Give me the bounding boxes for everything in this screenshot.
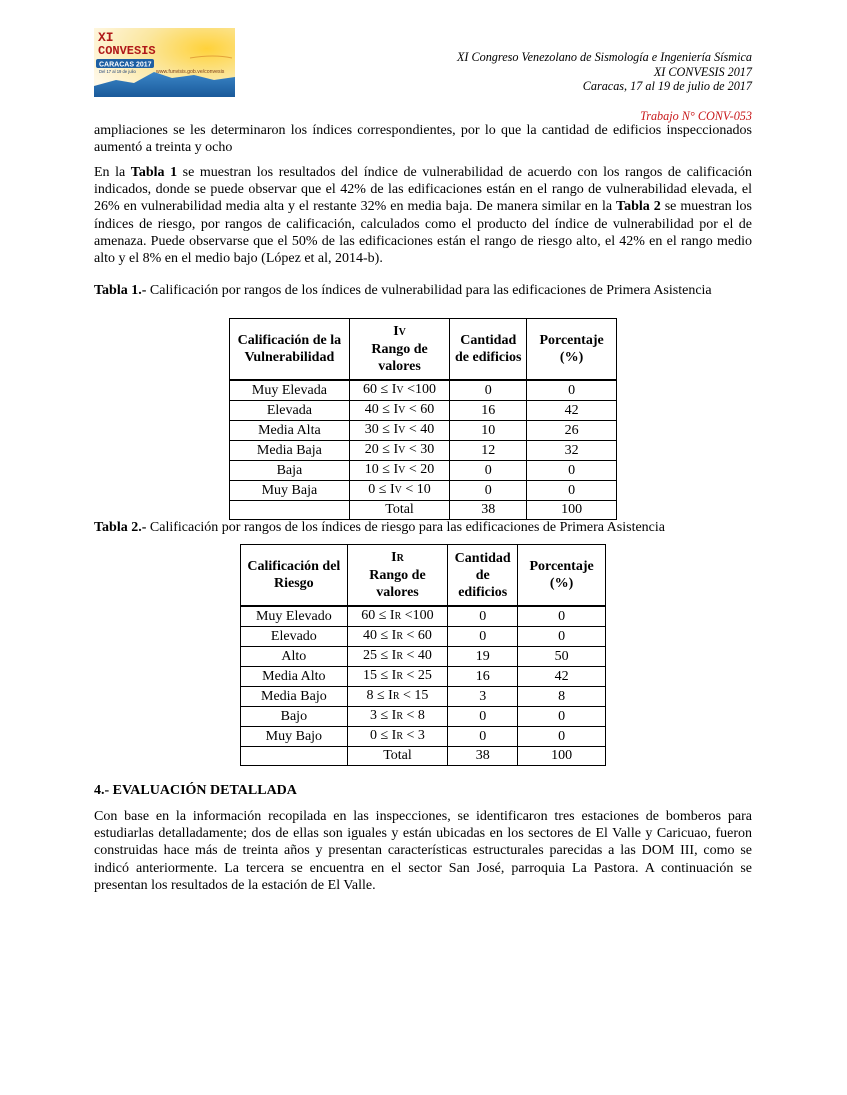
table1-col-rango-label: Rango de valores [371,342,428,374]
table1-header-row [230,319,617,381]
p2-text-c: se muestran los resultados del índice de vulnerabilidad de acuerdo con los rangos de calificación indicados, donde se puede observar que el 42% de las edificaciones están en el rango de vulnerabilidad elevada, el 26% en vulnerabilidad media alta y el restante 32% en media baja. De manera similar en la [94,165,753,215]
table2-range-upper: < 60 [403,628,432,643]
logo-convesis: CONVESIS [98,44,156,58]
table1-range-lower: 60 ≤ I [363,382,397,397]
convesis-logo-graphic [94,28,235,97]
p2-ref-tabla1: Tabla 1 [130,165,178,180]
table2-index-symbol: I [391,550,397,565]
table2-range-lower: 3 ≤ I [370,708,397,723]
table1-cell-calificacion: Baja [230,461,350,481]
table1-cell-calificacion: Media Baja [230,441,350,461]
table2-range-upper: < 8 [403,708,425,723]
table2-row [241,606,606,627]
table1-range-lower: 0 ≤ I [368,482,395,497]
table1-range-subscript: V [394,485,402,496]
table1-row [230,401,617,421]
table2-row [241,647,606,667]
table-vulnerability [229,318,617,520]
table1-total-cantidad: 38 [450,501,527,520]
paragraph-tables-summary [94,164,752,267]
table1-cell-porcentaje: 0 [527,380,617,401]
table1-total-empty [230,501,350,520]
table1-cell-porcentaje: 26 [527,421,617,441]
table2-range-subscript: R [394,611,402,622]
table1-cell-rango [349,481,450,501]
table2-range-upper: <100 [401,608,434,623]
table1-row [230,421,617,441]
table1-row [230,380,617,401]
table1-range-upper: <100 [403,382,437,397]
table1-cell-cantidad: 16 [450,401,527,421]
table1-range-subscript: V [398,405,406,416]
table1-cell-porcentaje: 0 [527,481,617,501]
table1-caption-label: Tabla 1.- [94,283,147,298]
table2-cell-calificacion: Bajo [241,707,348,727]
table1-col-calificacion: Calificación de la Vulnerabilidad [230,319,350,381]
table2-range-subscript: R [396,711,404,722]
logo-url: www.funvisis.gob.ve/convesis [156,69,225,75]
paragraph-detailed-evaluation: Con base en la información recopilada en las inspecciones, se identificaron tres estaciones de bomberos para estudiarlas detalladamente; dos de ellas son iguales y están ubicadas en los sectores de El Valle y Caricuao, fueron construidas hace más de treinta años y presentan características estructurales parecidas a las DOM III, como se indicó anteriormente. La tercera se encuentra en el sector San José, parroquia La Pastora. A continuación se presentan los resultados de la estación de El Valle. [94,809,752,893]
table2-range-lower: 60 ≤ I [361,608,395,623]
table2-col-rango-label: Rango de valores [369,568,426,600]
table2-cell-calificacion: Muy Bajo [241,727,348,747]
table1-range-lower: 10 ≤ I [364,462,399,477]
table1-cell-cantidad: 10 [450,421,527,441]
table2-cell-calificacion: Elevado [241,627,348,647]
convesis-logo [94,28,235,97]
table2-cell-porcentaje: 50 [518,647,606,667]
table1-index-symbol: I [393,324,399,339]
table1-cell-porcentaje: 42 [527,401,617,421]
table2-total-label: Total [347,747,448,766]
table2-cell-rango [347,627,448,647]
page-header [457,50,752,123]
table1-range-upper: < 60 [405,402,435,417]
table2-caption-label: Tabla 2.- [94,520,147,535]
table2-range-lower: 15 ≤ I [363,668,397,683]
logo-dates: Del 17 al 19 de julio [99,69,136,74]
logo-badge: CARACAS 2017 [99,61,152,69]
table1-range-subscript: V [398,465,406,476]
table2-range-upper: < 25 [403,668,432,683]
table2-range-upper: < 40 [403,648,432,663]
table2-cell-rango [347,647,448,667]
header-edition: XI CONVESIS 2017 [653,64,752,79]
table1-range-upper: < 20 [405,462,435,477]
table2-total-row [241,747,606,766]
logo-xi: XI [98,30,114,45]
table2-col-porcentaje: Porcentaje (%) [518,545,606,607]
table1-cell-rango [349,421,450,441]
table2-row [241,667,606,687]
table2-range-subscript: R [396,731,404,742]
table2-cell-cantidad: 3 [448,687,518,707]
table1-total-label: Total [349,501,450,520]
table2-caption-text: Calificación por rangos de los índices de riesgo para las edificaciones de Primera Asistencia [146,520,665,535]
table2-range-subscript: R [392,691,400,702]
header-date: Caracas, 17 al 19 de julio de 2017 [582,79,752,93]
table1-range-lower: 20 ≤ I [364,442,399,457]
table1-cell-calificacion: Muy Baja [230,481,350,501]
table1-row [230,481,617,501]
table1-row [230,441,617,461]
table-risk [240,544,606,766]
table2-cell-rango [347,606,448,627]
table1-cell-rango [349,441,450,461]
table1-total-porcentaje: 100 [527,501,617,520]
table2-total-porcentaje: 100 [518,747,606,766]
table1-index-subscript: V [398,327,406,338]
table2-range-lower: 40 ≤ I [363,628,397,643]
table2-range-subscript: R [396,631,404,642]
table2-cell-calificacion: Alto [241,647,348,667]
section-heading: 4.- EVALUACIÓN DETALLADA [94,783,297,798]
p2-text-e: se muestran los índices de riesgo, por rangos de calificación, calculados como el producto del índice de vulnerabilidad por el de amenaza. Puede observarse que el 50% de las edificaciones están el rango de riesgo alto, el 42% en el rango medio alto y el 8% en el medio bajo (López et al, 2014-b). [94,199,753,267]
table2-cell-cantidad: 19 [448,647,518,667]
table2-total-cantidad: 38 [448,747,518,766]
table2-col-cantidad: Cantidad de edificios [448,545,518,607]
table1-range-lower: 40 ≤ I [364,402,399,417]
table2-col-rango [347,545,448,607]
table2-cell-cantidad: 16 [448,667,518,687]
table2-cell-rango [347,667,448,687]
table1-row [230,461,617,481]
table2-row [241,707,606,727]
table2-cell-rango [347,707,448,727]
table2-cell-rango [347,687,448,707]
table1-col-rango [349,319,450,381]
table1-range-upper: < 30 [405,442,435,457]
table1-cell-cantidad: 12 [450,441,527,461]
table2-caption [94,519,665,536]
table2-cell-cantidad: 0 [448,627,518,647]
p2-ref-tabla2: Tabla 2 [616,199,661,215]
p2-text-a: En la [94,165,131,180]
table2-cell-porcentaje: 42 [518,667,606,687]
table1-cell-calificacion: Elevada [230,401,350,421]
table2-cell-porcentaje: 0 [518,627,606,647]
table2-cell-calificacion: Media Bajo [241,687,348,707]
table1-cell-rango [349,401,450,421]
table2-cell-cantidad: 0 [448,707,518,727]
table1-cell-rango [349,380,450,401]
paragraph-intro: ampliaciones se les determinaron los índices correspondientes, por lo que la cantidad de edificios inspeccionados aumentó a treinta y ocho [94,123,752,156]
table2-header-row [241,545,606,607]
table1-range-upper: < 40 [405,422,435,437]
table1-cell-calificacion: Muy Elevada [230,380,350,401]
table1-cell-porcentaje: 32 [527,441,617,461]
table2-row [241,627,606,647]
table2-range-lower: 25 ≤ I [363,648,397,663]
header-congress: XI Congreso Venezolano de Sismología e Ingeniería Sísmica [456,50,752,64]
table1-cell-cantidad: 0 [450,481,527,501]
table2-range-upper: < 15 [399,688,429,703]
table2-cell-porcentaje: 0 [518,707,606,727]
table2-row [241,727,606,747]
table2-cell-rango [347,727,448,747]
table2-row [241,687,606,707]
table2-cell-porcentaje: 0 [518,606,606,627]
table1-caption-text: Calificación por rangos de los índices de vulnerabilidad para las edificaciones de Primera Asistencia [146,283,712,298]
table1-cell-cantidad: 0 [450,461,527,481]
table2-cell-cantidad: 0 [448,727,518,747]
table2-range-upper: < 3 [403,728,425,743]
table1-col-cantidad: Cantidad de edificios [450,319,527,381]
table1-range-upper: < 10 [401,482,431,497]
table2-cell-calificacion: Media Alto [241,667,348,687]
table2-range-subscript: R [396,651,404,662]
header-paper-number: Trabajo N° CONV-053 [640,108,752,123]
table1-range-subscript: V [398,445,406,456]
table1-cell-cantidad: 0 [450,380,527,401]
table2-total-empty [241,747,348,766]
table2-cell-porcentaje: 8 [518,687,606,707]
table2-cell-calificacion: Muy Elevado [241,606,348,627]
table1-cell-rango [349,461,450,481]
table2-range-lower: 0 ≤ I [370,728,397,743]
table1-caption [94,282,712,299]
table1-range-lower: 30 ≤ I [364,422,399,437]
table2-cell-cantidad: 0 [448,606,518,627]
table1-cell-porcentaje: 0 [527,461,617,481]
table2-range-subscript: R [396,671,404,682]
table1-range-subscript: V [398,425,406,436]
table2-col-calificacion: Calificación del Riesgo [241,545,348,607]
table2-index-subscript: R [396,553,404,564]
table1-total-row [230,501,617,520]
table2-range-lower: 8 ≤ I [366,688,393,703]
table1-col-porcentaje: Porcentaje (%) [527,319,617,381]
table2-cell-porcentaje: 0 [518,727,606,747]
table1-range-subscript: V [396,385,404,396]
table1-cell-calificacion: Media Alta [230,421,350,441]
